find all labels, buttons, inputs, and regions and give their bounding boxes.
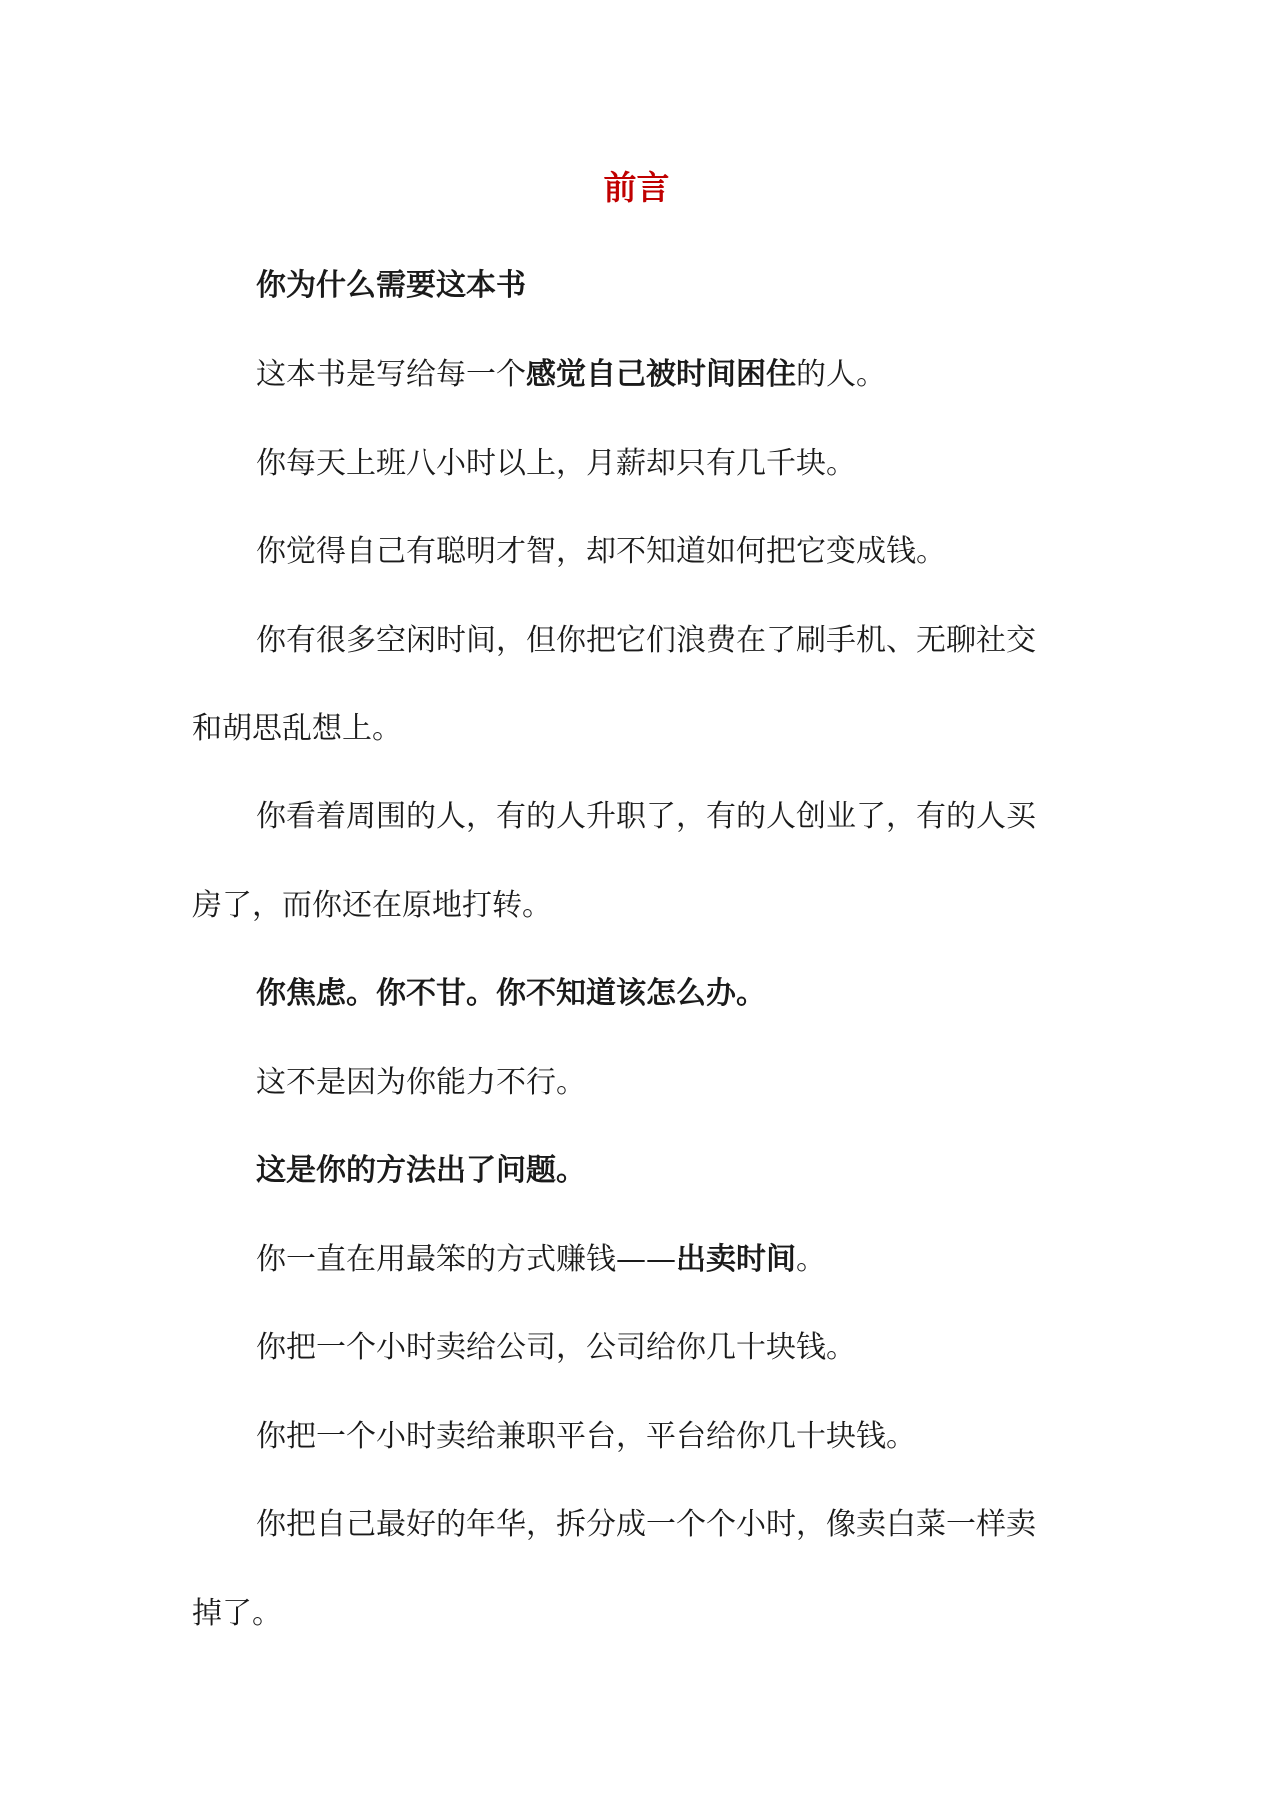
- paragraph-1: [256, 355, 886, 395]
- paragraph-9-text-c: 。: [796, 1242, 826, 1277]
- paragraph-5-line-2: 房了，而你还在原地打转。: [192, 888, 552, 923]
- paragraph-3: 你觉得自己有聪明才智，却不知道如何把它变成钱。: [256, 534, 946, 569]
- paragraph-1-text-a: 这本书是写给每一个: [256, 357, 526, 392]
- paragraph-2: 你每天上班八小时以上，月薪却只有几千块。: [256, 446, 856, 481]
- paragraph-9: [256, 1240, 826, 1280]
- paragraph-12-line-1: 你把自己最好的年华，拆分成一个个小时，像卖白菜一样卖: [256, 1507, 1036, 1542]
- paragraph-4-line-2: 和胡思乱想上。: [192, 711, 402, 746]
- paragraph-9-text-a: 你一直在用最笨的方式赚钱——: [256, 1242, 676, 1277]
- paragraph-1-text-c: 的人。: [796, 357, 886, 392]
- paragraph-10: 你把一个小时卖给公司，公司给你几十块钱。: [256, 1330, 856, 1365]
- paragraph-9-emphasis: 出卖时间: [676, 1242, 796, 1277]
- section-heading: 你为什么需要这本书: [256, 268, 526, 303]
- paragraph-8: 这是你的方法出了问题。: [256, 1153, 586, 1188]
- paragraph-11: 你把一个小时卖给兼职平台，平台给你几十块钱。: [256, 1419, 916, 1454]
- paragraph-1-emphasis: 感觉自己被时间困住: [526, 357, 796, 392]
- paragraph-12-line-2: 掉了。: [192, 1596, 282, 1631]
- paragraph-7: 这不是因为你能力不行。: [256, 1065, 586, 1100]
- paragraph-5-line-1: 你看着周围的人，有的人升职了，有的人创业了，有的人买: [256, 799, 1036, 834]
- paragraph-4-line-1: 你有很多空闲时间，但你把它们浪费在了刷手机、无聊社交: [256, 623, 1036, 658]
- paragraph-6: 你焦虑。你不甘。你不知道该怎么办。: [256, 976, 766, 1011]
- page-title: 前言: [603, 168, 670, 207]
